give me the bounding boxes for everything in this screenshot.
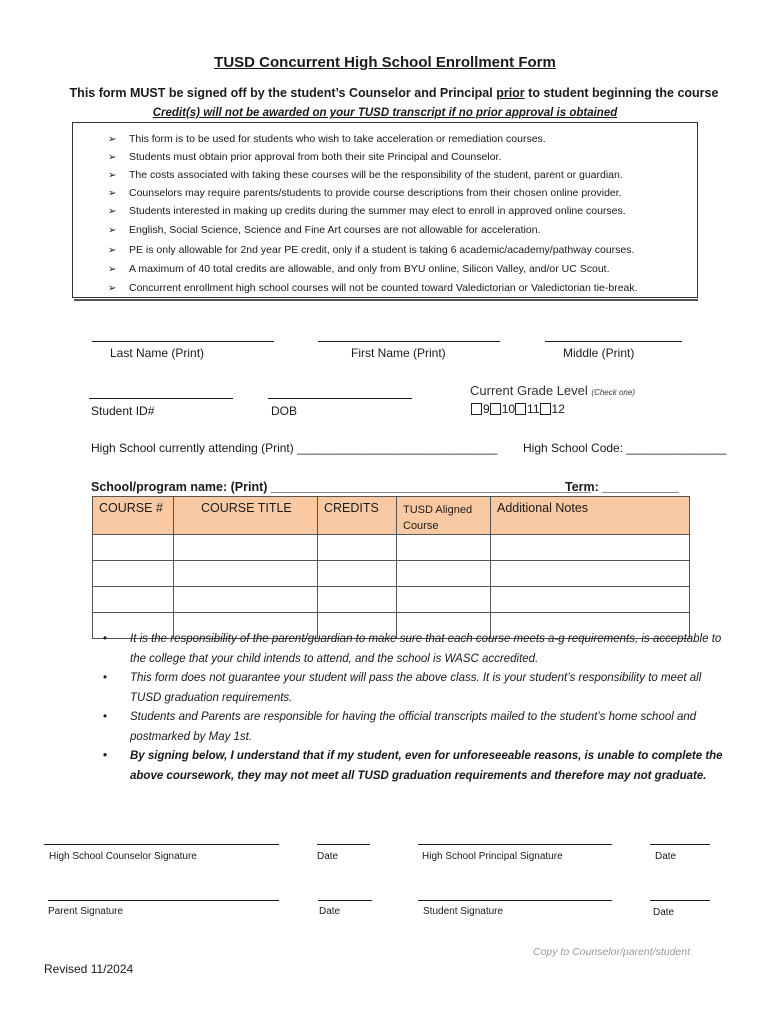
arrow-icon: ➢ (108, 188, 117, 199)
credit-notice: Credit(s) will not be awarded on your TUSD transcript if no prior approval is obtained (152, 107, 618, 119)
dob-label: DOB (271, 404, 298, 418)
header-additional-notes: Additional Notes (491, 497, 690, 535)
rule-item: ➢ Concurrent enrollment high school courses will not be counted toward Valedictorian or Valedictorian tie-break. (108, 282, 638, 294)
principal-signature-field[interactable] (418, 844, 612, 845)
parent-date-label: Date (319, 906, 341, 917)
principal-signature-label: High School Principal Signature (422, 851, 563, 862)
arrow-icon: ➢ (108, 134, 117, 145)
arrow-icon: ➢ (108, 152, 117, 163)
table-row (93, 587, 690, 613)
arrow-icon: ➢ (108, 206, 117, 217)
grade-10-checkbox[interactable] (490, 403, 501, 415)
list-item: • By signing below, I understand that if my student, even for unforeseeable reasons, is unable to complete the above coursework, they may not meet all TUSD graduation requirements and therefore may not graduate. (103, 747, 723, 786)
rule-item: ➢ PE is only allowable for 2nd year PE credit, only if a student is taking 6 academic/academy/pathway courses. (108, 244, 635, 256)
list-item: • It is the responsibility of the parent/guardian to make sure that each course meets a-g requirements, is acceptable to the college that your child intends to attend, and the school is WASC accredited. (103, 630, 723, 669)
arrow-icon: ➢ (108, 225, 117, 236)
counselor-signature-field[interactable] (44, 844, 279, 845)
rule-item: ➢ English, Social Science, Science and Fine Art courses are not allowable for acceleration. (108, 224, 541, 236)
student-signature-field[interactable] (418, 900, 612, 901)
student-date-field[interactable] (650, 900, 710, 901)
rule-item: ➢ Counselors may require parents/students to provide course descriptions from their chosen online provider. (108, 187, 622, 199)
table-row (93, 561, 690, 587)
bullet-icon: • (103, 672, 108, 684)
principal-date-label: Date (655, 851, 677, 862)
table-header-row (93, 497, 690, 535)
rule-item: ➢ This form is to be used for students who wish to take acceleration or remediation courses. (108, 133, 546, 145)
arrow-icon: ➢ (108, 170, 117, 181)
table-cell[interactable] (318, 587, 397, 613)
student-date-label: Date (653, 907, 675, 918)
header-tusd-aligned: TUSD Aligned Course (397, 497, 491, 535)
header-course-title: COURSE TITLE (174, 497, 318, 535)
grade-9-checkbox[interactable] (471, 403, 482, 415)
revision-date: Revised 11/2024 (44, 962, 134, 976)
header-credits: CREDITS (318, 497, 397, 535)
bullet-icon: • (103, 711, 108, 723)
rule-item: ➢ Students interested in making up credits during the summer may elect to enroll in approved online courses. (108, 205, 626, 217)
header-course-number: COURSE # (93, 497, 174, 535)
table-cell[interactable] (397, 561, 491, 587)
parent-signature-label: Parent Signature (48, 906, 124, 917)
table-cell[interactable] (491, 587, 690, 613)
grade-checkboxes: 9 10 11 12 (471, 402, 565, 416)
grade-11-checkbox[interactable] (515, 403, 526, 415)
arrow-icon: ➢ (108, 264, 117, 275)
first-name-field[interactable] (318, 341, 500, 342)
last-name-field[interactable] (92, 341, 274, 342)
table-cell[interactable] (491, 535, 690, 561)
rule-item: ➢ A maximum of 40 total credits are allowable, and only from BYU online, Silicon Valley, and/or UC Scout. (108, 263, 610, 275)
middle-name-field[interactable] (545, 341, 682, 342)
high-school-field[interactable]: High School currently attending (Print) ______________________________ (91, 441, 498, 455)
parent-signature-field[interactable] (48, 900, 279, 901)
high-school-code-field[interactable]: High School Code: _______________ (523, 441, 727, 455)
list-item: • This form does not guarantee your student will pass the above class. It is your student’s responsibility to meet all TUSD graduation requirements. (103, 669, 723, 708)
bullet-icon: • (103, 633, 108, 645)
rule-item: ➢ The costs associated with taking these courses will be the responsibility of the student, parent or guardian. (108, 169, 623, 181)
form-subtitle (0, 86, 770, 100)
rule-item: ➢ Students must obtain prior approval from both their site Principal and Counselor. (108, 151, 502, 163)
table-cell[interactable] (93, 561, 174, 587)
subtitle-emphasis: prior (496, 86, 525, 100)
table-cell[interactable] (397, 535, 491, 561)
table-cell[interactable] (174, 561, 318, 587)
form-title: TUSD Concurrent High School Enrollment Form (214, 54, 556, 71)
student-id-label: Student ID# (91, 404, 155, 418)
arrow-icon: ➢ (108, 283, 117, 294)
middle-name-label: Middle (Print) (563, 346, 635, 360)
table-row (93, 535, 690, 561)
grade-note: (Check one) (591, 388, 635, 397)
table-cell[interactable] (174, 535, 318, 561)
table-cell[interactable] (93, 587, 174, 613)
course-table (92, 496, 690, 639)
table-cell[interactable] (318, 535, 397, 561)
table-cell[interactable] (174, 587, 318, 613)
counselor-signature-label: High School Counselor Signature (49, 851, 197, 862)
list-item: • Students and Parents are responsible for having the official transcripts mailed to the student’s home school and postmarked by May 1st. (103, 708, 723, 747)
program-name-field[interactable]: School/program name: (Print) ______________________________________________ (91, 480, 591, 494)
table-cell[interactable] (93, 535, 174, 561)
dob-field[interactable] (268, 398, 412, 399)
grade-12-checkbox[interactable] (540, 403, 551, 415)
counselor-date-label: Date (317, 851, 339, 862)
student-id-field[interactable] (89, 398, 233, 399)
term-field[interactable]: Term: ___________ (565, 480, 679, 494)
subtitle-pre: This form MUST be signed off by the student’s Counselor and Principal (69, 86, 497, 100)
subtitle-post: to student beginning the course (524, 86, 719, 100)
rules-box-divider (74, 299, 698, 301)
parent-date-field[interactable] (318, 900, 372, 901)
first-name-label: First Name (Print) (351, 346, 446, 360)
counselor-date-field[interactable] (317, 844, 370, 845)
principal-date-field[interactable] (650, 844, 710, 845)
table-cell[interactable] (397, 587, 491, 613)
bullet-list (103, 630, 723, 786)
student-signature-label: Student Signature (423, 906, 504, 917)
bullet-icon: • (103, 750, 108, 762)
table-cell[interactable] (491, 561, 690, 587)
table-cell[interactable] (318, 561, 397, 587)
arrow-icon: ➢ (108, 245, 117, 256)
grade-level-label: Current Grade Level (Check one) (470, 383, 635, 398)
last-name-label: Last Name (Print) (110, 346, 205, 360)
copy-distribution-note: Copy to Counselor/parent/student (533, 946, 691, 958)
